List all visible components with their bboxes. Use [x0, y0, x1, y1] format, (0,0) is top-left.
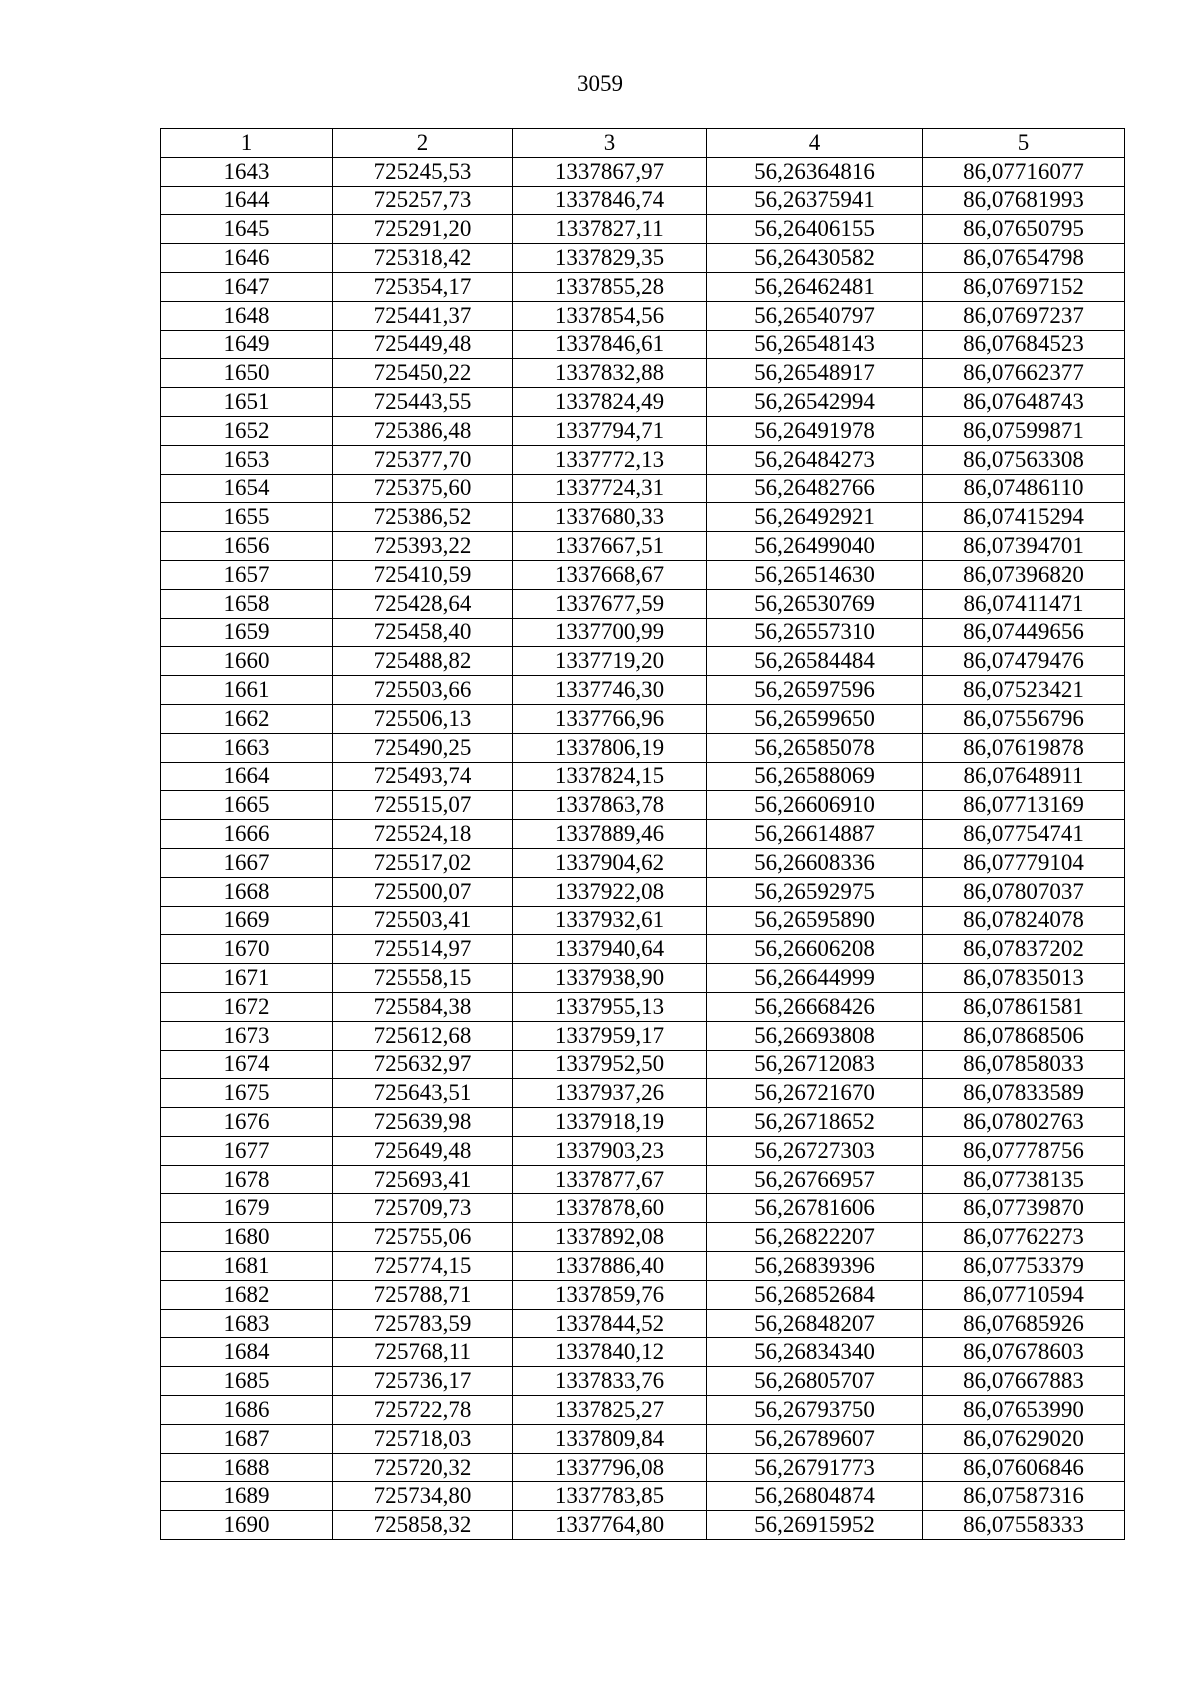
table-cell: 1662	[161, 704, 333, 733]
table-cell: 86,07738135	[923, 1165, 1125, 1194]
table-cell: 86,07606846	[923, 1453, 1125, 1482]
table-cell: 725639,98	[333, 1108, 513, 1137]
table-cell: 725245,53	[333, 157, 513, 186]
table-cell: 56,26727303	[707, 1136, 923, 1165]
table-cell: 56,26540797	[707, 301, 923, 330]
table-cell: 1689	[161, 1482, 333, 1511]
table-cell: 725524,18	[333, 820, 513, 849]
table-cell: 56,26668426	[707, 992, 923, 1021]
table-cell: 1686	[161, 1396, 333, 1425]
table-cell: 56,26514630	[707, 560, 923, 589]
table-cell: 725722,78	[333, 1396, 513, 1425]
table-row	[161, 676, 1125, 705]
table-row	[161, 503, 1125, 532]
table-cell: 86,07396820	[923, 560, 1125, 589]
table-cell: 725693,41	[333, 1165, 513, 1194]
table-cell: 56,26364816	[707, 157, 923, 186]
table-row	[161, 1223, 1125, 1252]
table-cell: 1337680,33	[513, 503, 707, 532]
table-row	[161, 935, 1125, 964]
table-row	[161, 992, 1125, 1021]
table-cell: 1658	[161, 589, 333, 618]
table-cell: 86,07762273	[923, 1223, 1125, 1252]
table-cell: 86,07681993	[923, 186, 1125, 215]
table-cell: 1337827,11	[513, 215, 707, 244]
table-cell: 86,07486110	[923, 474, 1125, 503]
table-cell: 1655	[161, 503, 333, 532]
table-cell: 86,07648911	[923, 762, 1125, 791]
table-cell: 725558,15	[333, 964, 513, 993]
table-cell: 1657	[161, 560, 333, 589]
table-row	[161, 330, 1125, 359]
table-row	[161, 1396, 1125, 1425]
table-row	[161, 733, 1125, 762]
table-cell: 1668	[161, 877, 333, 906]
table-cell: 725410,59	[333, 560, 513, 589]
table-cell: 86,07629020	[923, 1424, 1125, 1453]
table-cell: 1337746,30	[513, 676, 707, 705]
table-cell: 86,07824078	[923, 906, 1125, 935]
table-cell: 725449,48	[333, 330, 513, 359]
table-cell: 1337952,50	[513, 1050, 707, 1079]
table-cell: 1337854,56	[513, 301, 707, 330]
table-cell: 1650	[161, 359, 333, 388]
table-cell: 725584,38	[333, 992, 513, 1021]
table-cell: 1337824,15	[513, 762, 707, 791]
table-cell: 1672	[161, 992, 333, 1021]
table-cell: 1337806,19	[513, 733, 707, 762]
table-row	[161, 359, 1125, 388]
table-row	[161, 820, 1125, 849]
table-cell: 86,07523421	[923, 676, 1125, 705]
table-cell: 56,26693808	[707, 1021, 923, 1050]
table-row	[161, 1453, 1125, 1482]
table-cell: 1337878,60	[513, 1194, 707, 1223]
table-cell: 725503,41	[333, 906, 513, 935]
table-cell: 725720,32	[333, 1453, 513, 1482]
table-row	[161, 1136, 1125, 1165]
column-header: 3	[513, 129, 707, 158]
table-row	[161, 848, 1125, 877]
table-cell: 1337724,31	[513, 474, 707, 503]
table-cell: 1337886,40	[513, 1252, 707, 1281]
table-cell: 1337904,62	[513, 848, 707, 877]
table-cell: 86,07807037	[923, 877, 1125, 906]
table-row	[161, 1108, 1125, 1137]
table-row	[161, 1194, 1125, 1223]
table-cell: 725612,68	[333, 1021, 513, 1050]
table-cell: 1337824,49	[513, 388, 707, 417]
table-cell: 86,07697152	[923, 272, 1125, 301]
table-cell: 1654	[161, 474, 333, 503]
table-cell: 86,07558333	[923, 1511, 1125, 1540]
table-cell: 1337844,52	[513, 1309, 707, 1338]
table-row	[161, 1424, 1125, 1453]
table-cell: 56,26822207	[707, 1223, 923, 1252]
table-cell: 725500,07	[333, 877, 513, 906]
table-cell: 56,26542994	[707, 388, 923, 417]
table-cell: 1337855,28	[513, 272, 707, 301]
table-cell: 86,07685926	[923, 1309, 1125, 1338]
table-cell: 725632,97	[333, 1050, 513, 1079]
table-cell: 86,07653990	[923, 1396, 1125, 1425]
table-cell: 725443,55	[333, 388, 513, 417]
column-header: 1	[161, 129, 333, 158]
table-cell: 1644	[161, 186, 333, 215]
table-cell: 1656	[161, 532, 333, 561]
table-cell: 1683	[161, 1309, 333, 1338]
table-cell: 725450,22	[333, 359, 513, 388]
table-row	[161, 762, 1125, 791]
table-cell: 725506,13	[333, 704, 513, 733]
table-cell: 725768,11	[333, 1338, 513, 1367]
table-cell: 56,26789607	[707, 1424, 923, 1453]
table-cell: 725318,42	[333, 244, 513, 273]
table-cell: 86,07697237	[923, 301, 1125, 330]
table-cell: 1660	[161, 647, 333, 676]
table-cell: 725441,37	[333, 301, 513, 330]
table-cell: 1663	[161, 733, 333, 762]
table-cell: 56,26597596	[707, 676, 923, 705]
table-cell: 56,26608336	[707, 848, 923, 877]
table-cell: 1674	[161, 1050, 333, 1079]
table-cell: 1679	[161, 1194, 333, 1223]
table-cell: 56,26499040	[707, 532, 923, 561]
table-cell: 86,07662377	[923, 359, 1125, 388]
table-cell: 56,26848207	[707, 1309, 923, 1338]
table-row	[161, 877, 1125, 906]
table-cell: 725458,40	[333, 618, 513, 647]
table-cell: 725514,97	[333, 935, 513, 964]
table-cell: 1681	[161, 1252, 333, 1281]
table-cell: 1337938,90	[513, 964, 707, 993]
table-row	[161, 560, 1125, 589]
column-header: 5	[923, 129, 1125, 158]
table-cell: 56,26406155	[707, 215, 923, 244]
table-cell: 1661	[161, 676, 333, 705]
table-cell: 56,26599650	[707, 704, 923, 733]
table-cell: 1337825,27	[513, 1396, 707, 1425]
table-cell: 1337766,96	[513, 704, 707, 733]
table-cell: 86,07650795	[923, 215, 1125, 244]
table-row	[161, 157, 1125, 186]
table-cell: 1337832,88	[513, 359, 707, 388]
table-cell: 56,26915952	[707, 1511, 923, 1540]
table-cell: 86,07778756	[923, 1136, 1125, 1165]
table-cell: 56,26804874	[707, 1482, 923, 1511]
table-cell: 725490,25	[333, 733, 513, 762]
table-cell: 56,26585078	[707, 733, 923, 762]
table-cell: 725736,17	[333, 1367, 513, 1396]
table-cell: 725718,03	[333, 1424, 513, 1453]
table-row	[161, 244, 1125, 273]
table-cell: 725377,70	[333, 445, 513, 474]
table-cell: 56,26430582	[707, 244, 923, 273]
table-cell: 725515,07	[333, 791, 513, 820]
table-row	[161, 1482, 1125, 1511]
table-cell: 56,26462481	[707, 272, 923, 301]
table-cell: 1337677,59	[513, 589, 707, 618]
table-cell: 1659	[161, 618, 333, 647]
table-cell: 56,26781606	[707, 1194, 923, 1223]
table-cell: 1337940,64	[513, 935, 707, 964]
table-cell: 1678	[161, 1165, 333, 1194]
table-cell: 1337833,76	[513, 1367, 707, 1396]
table-cell: 725428,64	[333, 589, 513, 618]
table-row	[161, 1050, 1125, 1079]
table-cell: 86,07619878	[923, 733, 1125, 762]
table-cell: 1688	[161, 1453, 333, 1482]
table-cell: 86,07753379	[923, 1252, 1125, 1281]
table-cell: 56,26491978	[707, 416, 923, 445]
table-cell: 1337937,26	[513, 1079, 707, 1108]
table-cell: 86,07754741	[923, 820, 1125, 849]
table-cell: 86,07479476	[923, 647, 1125, 676]
table-cell: 725774,15	[333, 1252, 513, 1281]
table-cell: 56,26712083	[707, 1050, 923, 1079]
table-cell: 1337809,84	[513, 1424, 707, 1453]
table-cell: 86,07835013	[923, 964, 1125, 993]
table-cell: 725788,71	[333, 1280, 513, 1309]
table-cell: 1337668,67	[513, 560, 707, 589]
table-cell: 1337877,67	[513, 1165, 707, 1194]
table-cell: 56,26484273	[707, 445, 923, 474]
table-row	[161, 1165, 1125, 1194]
table-row	[161, 647, 1125, 676]
table-cell: 86,07739870	[923, 1194, 1125, 1223]
column-header: 4	[707, 129, 923, 158]
table-cell: 1337889,46	[513, 820, 707, 849]
table-cell: 725709,73	[333, 1194, 513, 1223]
table-cell: 1685	[161, 1367, 333, 1396]
table-row	[161, 1021, 1125, 1050]
table-row	[161, 1252, 1125, 1281]
table-cell: 86,07654798	[923, 244, 1125, 273]
table-cell: 725734,80	[333, 1482, 513, 1511]
page-number: 3059	[577, 71, 623, 96]
table-cell: 86,07858033	[923, 1050, 1125, 1079]
table-cell: 725858,32	[333, 1511, 513, 1540]
table-row	[161, 474, 1125, 503]
table-cell: 56,26492921	[707, 503, 923, 532]
table-cell: 1666	[161, 820, 333, 849]
table-cell: 1337764,80	[513, 1511, 707, 1540]
table-cell: 86,07667883	[923, 1367, 1125, 1396]
table-cell: 86,07556796	[923, 704, 1125, 733]
table-cell: 56,26482766	[707, 474, 923, 503]
table-cell: 725755,06	[333, 1223, 513, 1252]
table-row	[161, 215, 1125, 244]
table-cell: 1680	[161, 1223, 333, 1252]
table-cell: 1667	[161, 848, 333, 877]
table-cell: 56,26644999	[707, 964, 923, 993]
table-cell: 725393,22	[333, 532, 513, 561]
table-cell: 86,07833589	[923, 1079, 1125, 1108]
table-cell: 56,26614887	[707, 820, 923, 849]
table-cell: 86,07415294	[923, 503, 1125, 532]
table-cell: 1653	[161, 445, 333, 474]
table-cell: 1670	[161, 935, 333, 964]
table-cell: 1337794,71	[513, 416, 707, 445]
table-cell: 86,07684523	[923, 330, 1125, 359]
table-row	[161, 1280, 1125, 1309]
table-cell: 56,26606208	[707, 935, 923, 964]
table-cell: 725354,17	[333, 272, 513, 301]
table-cell: 86,07587316	[923, 1482, 1125, 1511]
table-cell: 1690	[161, 1511, 333, 1540]
table-cell: 1337846,74	[513, 186, 707, 215]
table-cell: 56,26557310	[707, 618, 923, 647]
table-cell: 86,07802763	[923, 1108, 1125, 1137]
table-cell: 725386,52	[333, 503, 513, 532]
table-cell: 86,07411471	[923, 589, 1125, 618]
table-cell: 56,26718652	[707, 1108, 923, 1137]
table-cell: 1337846,61	[513, 330, 707, 359]
table-cell: 86,07861581	[923, 992, 1125, 1021]
table-cell: 56,26584484	[707, 647, 923, 676]
table-cell: 1664	[161, 762, 333, 791]
table-cell: 725783,59	[333, 1309, 513, 1338]
table-cell: 56,26805707	[707, 1367, 923, 1396]
table-row	[161, 301, 1125, 330]
table-cell: 1671	[161, 964, 333, 993]
table-cell: 56,26852684	[707, 1280, 923, 1309]
table-cell: 725257,73	[333, 186, 513, 215]
table-cell: 1652	[161, 416, 333, 445]
table-cell: 56,26834340	[707, 1338, 923, 1367]
table-cell: 86,07868506	[923, 1021, 1125, 1050]
table-cell: 1687	[161, 1424, 333, 1453]
table-cell: 86,07449656	[923, 618, 1125, 647]
table-body	[161, 157, 1125, 1539]
table-cell: 725503,66	[333, 676, 513, 705]
table-cell: 1337959,17	[513, 1021, 707, 1050]
table-cell: 86,07837202	[923, 935, 1125, 964]
table-cell: 56,26839396	[707, 1252, 923, 1281]
table-cell: 56,26375941	[707, 186, 923, 215]
coordinates-table	[160, 128, 1125, 1540]
table-header-row	[161, 129, 1125, 158]
table-row	[161, 186, 1125, 215]
table-cell: 1337772,13	[513, 445, 707, 474]
table-cell: 56,26588069	[707, 762, 923, 791]
table-cell: 1647	[161, 272, 333, 301]
table-cell: 1337903,23	[513, 1136, 707, 1165]
table-cell: 725649,48	[333, 1136, 513, 1165]
table-row	[161, 445, 1125, 474]
table-cell: 56,26592975	[707, 877, 923, 906]
table-cell: 725517,02	[333, 848, 513, 877]
table-cell: 725493,74	[333, 762, 513, 791]
table-row	[161, 1511, 1125, 1540]
table-cell: 1649	[161, 330, 333, 359]
table-cell: 56,26791773	[707, 1453, 923, 1482]
table-cell: 725291,20	[333, 215, 513, 244]
table-cell: 1676	[161, 1108, 333, 1137]
table-row	[161, 1338, 1125, 1367]
table-cell: 1684	[161, 1338, 333, 1367]
table-cell: 86,07678603	[923, 1338, 1125, 1367]
table-cell: 1337667,51	[513, 532, 707, 561]
table-row	[161, 906, 1125, 935]
table-cell: 1337867,97	[513, 157, 707, 186]
table-cell: 725488,82	[333, 647, 513, 676]
table-cell: 86,07394701	[923, 532, 1125, 561]
table-cell: 86,07563308	[923, 445, 1125, 474]
table-cell: 725386,48	[333, 416, 513, 445]
table-cell: 1337796,08	[513, 1453, 707, 1482]
table-row	[161, 532, 1125, 561]
table-row	[161, 1079, 1125, 1108]
table-row	[161, 1367, 1125, 1396]
table-cell: 1675	[161, 1079, 333, 1108]
table-cell: 1682	[161, 1280, 333, 1309]
table-cell: 86,07599871	[923, 416, 1125, 445]
table-row	[161, 704, 1125, 733]
table-row	[161, 964, 1125, 993]
table-cell: 86,07779104	[923, 848, 1125, 877]
table-cell: 86,07710594	[923, 1280, 1125, 1309]
table-cell: 56,26548143	[707, 330, 923, 359]
table-cell: 56,26548917	[707, 359, 923, 388]
table-cell: 1337932,61	[513, 906, 707, 935]
table-cell: 56,26721670	[707, 1079, 923, 1108]
table-cell: 1337829,35	[513, 244, 707, 273]
table-cell: 1646	[161, 244, 333, 273]
table-cell: 725643,51	[333, 1079, 513, 1108]
table-cell: 56,26595890	[707, 906, 923, 935]
table-cell: 56,26606910	[707, 791, 923, 820]
table-cell: 1643	[161, 157, 333, 186]
table-cell: 1337700,99	[513, 618, 707, 647]
table-cell: 1648	[161, 301, 333, 330]
table-cell: 1669	[161, 906, 333, 935]
column-header: 2	[333, 129, 513, 158]
table-cell: 86,07716077	[923, 157, 1125, 186]
table-cell: 1337955,13	[513, 992, 707, 1021]
table-cell: 1677	[161, 1136, 333, 1165]
table-cell: 1337840,12	[513, 1338, 707, 1367]
table-cell: 1337859,76	[513, 1280, 707, 1309]
table-cell: 1665	[161, 791, 333, 820]
table-row	[161, 791, 1125, 820]
table-cell: 56,26766957	[707, 1165, 923, 1194]
table-row	[161, 618, 1125, 647]
table-cell: 1645	[161, 215, 333, 244]
table-cell: 56,26793750	[707, 1396, 923, 1425]
table-cell: 56,26530769	[707, 589, 923, 618]
table-row	[161, 1309, 1125, 1338]
table-cell: 1337922,08	[513, 877, 707, 906]
table-cell: 725375,60	[333, 474, 513, 503]
table-row	[161, 388, 1125, 417]
table-cell: 1337719,20	[513, 647, 707, 676]
table-cell: 1337918,19	[513, 1108, 707, 1137]
table-cell: 86,07713169	[923, 791, 1125, 820]
table-row	[161, 272, 1125, 301]
table-cell: 1337863,78	[513, 791, 707, 820]
table-row	[161, 416, 1125, 445]
table-cell: 1673	[161, 1021, 333, 1050]
table-cell: 86,07648743	[923, 388, 1125, 417]
table-cell: 1337783,85	[513, 1482, 707, 1511]
table-cell: 1337892,08	[513, 1223, 707, 1252]
table-cell: 1651	[161, 388, 333, 417]
table-row	[161, 589, 1125, 618]
